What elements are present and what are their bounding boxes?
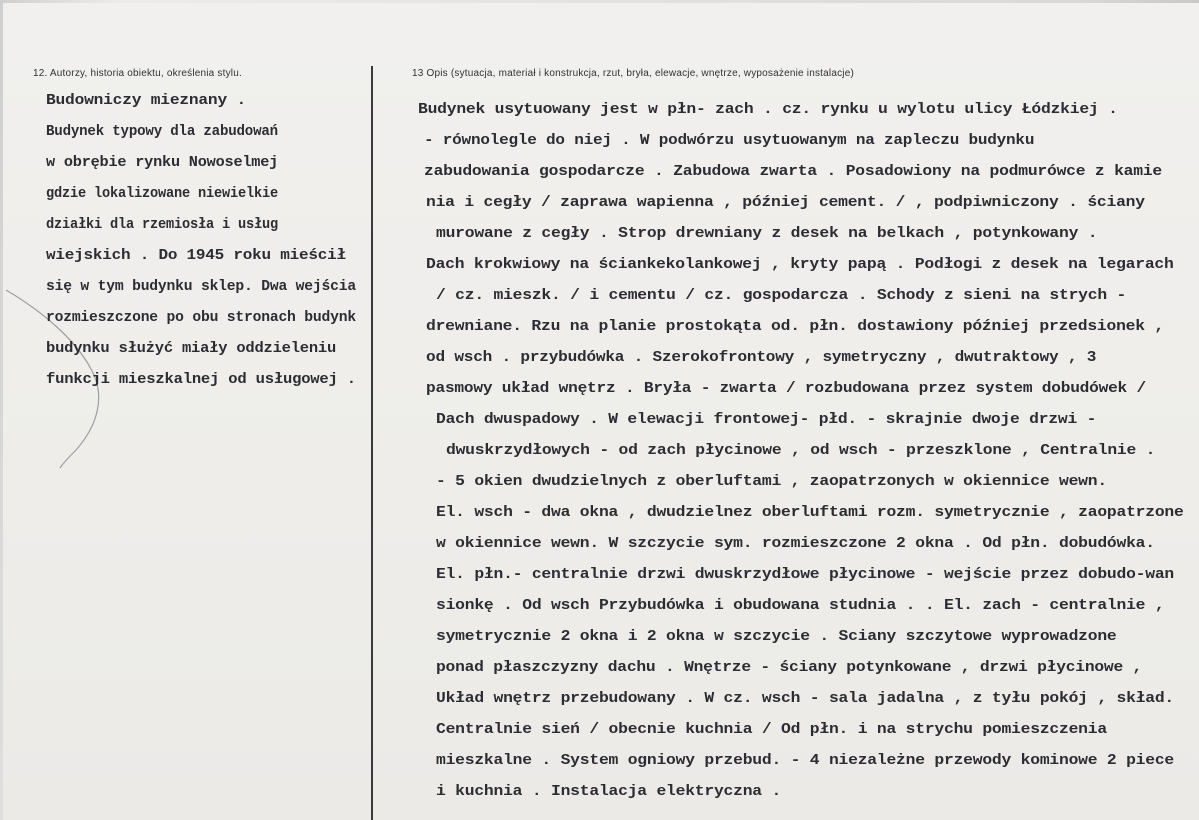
right-text-line: Dach krokwiowy na ściankekolankowej , kryty papą . Podłogi z desek na legarach: [426, 257, 1174, 273]
right-text-line: sionkę . Od wsch Przybudówka i obudowana studnia . . El. zach - centralnie ,: [436, 598, 1165, 614]
left-text-line: się w tym budynku sklep. Dwa wejścia: [46, 279, 356, 295]
right-text-line: nia i cegły / zaprawa wapienna , później cement. / , podpiwniczony . ściany: [426, 195, 1145, 211]
left-text-line: rozmieszczone po obu stronach budynk: [46, 310, 356, 326]
paper-top-edge: [0, 0, 1199, 3]
right-text-line: w okiennice wewn. W szczycie sym. rozmieszczone 2 okna . Od płn. dobudówka.: [436, 536, 1155, 552]
left-text-line: Budynek typowy dla zabudowań: [46, 124, 278, 140]
right-text-line: - 5 okien dwudzielnych z oberluftami , zaopatrzonych w okiennice wewn.: [436, 474, 1107, 490]
right-text-line: pasmowy układ wnętrz . Bryła - zwarta / rozbudowana przez system dobudówek /: [426, 381, 1146, 397]
left-text-line: wiejskich . Do 1945 roku mieścił: [46, 248, 346, 264]
right-text-line: El. płn.- centralnie drzwi dwuskrzydłowe płycinowe - wejście przez dobudo-wan: [436, 567, 1175, 583]
right-text-line: Centralnie sień / obecnie kuchnia / Od płn. i na strychu pomieszczenia: [436, 722, 1107, 738]
right-text-line: Budynek usytuowany jest w płn- zach . cz. rynku u wylotu ulicy Łódzkiej .: [418, 102, 1118, 118]
left-text-line: działki dla rzemiosła i usług: [46, 217, 279, 233]
left-column-header: 12. Autorzy, historia obiektu, określenia stylu.: [33, 68, 242, 79]
right-text-line: El. wsch - dwa okna , dwudzielnez oberluftami rozm. symetrycznie , zaopatrzone: [436, 505, 1184, 521]
left-text-line: w obrębie rynku Nowoselmej: [46, 155, 279, 171]
left-text-line: Budowniczy mieznany .: [46, 93, 247, 109]
right-text-line: murowane z cegły . Strop drewniany z desek na belkach , potynkowany .: [436, 226, 1098, 242]
left-text-line: gdzie lokalizowane niewielkie: [46, 186, 279, 202]
right-text-line: Układ wnętrz przebudowany . W cz. wsch - sala jadalna , z tyłu pokój , skład.: [436, 691, 1175, 707]
left-text-line: budynku służyć miały oddzieleniu: [46, 341, 337, 357]
right-text-line: - równolegle do niej . W podwórzu usytuowanym na zapleczu budynku: [424, 133, 1035, 149]
pencil-curve-mark: [0, 0, 120, 470]
right-text-line: dwuskrzydłowych - od zach płycinowe , od wsch - przeszklone , Centralnie .: [446, 443, 1156, 459]
column-divider: [371, 66, 373, 820]
right-column-header: 13 Opis (sytuacja, materiał i konstrukcja, rzut, bryła, elewacje, wnętrze, wyposażenie instalacje): [412, 68, 854, 79]
right-text-line: mieszkalne . System ogniowy przebud. - 4 niezależne przewody kominowe 2 piece: [436, 753, 1175, 769]
right-text-line: symetrycznie 2 okna i 2 okna w szczycie . Sciany szczytowe wyprowadzone: [436, 629, 1117, 645]
left-text-line: funkcji mieszkalnej od usługowej .: [46, 372, 356, 388]
right-text-line: od wsch . przybudówka . Szerokofrontowy , symetryczny , dwutraktowy , 3: [426, 350, 1097, 366]
right-text-line: ponad płaszczyzny dachu . Wnętrze - ściany potynkowane , drzwi płycinowe ,: [436, 660, 1143, 676]
right-text-line: / cz. mieszk. / i cementu / cz. gospodarcza . Schody z sieni na strych -: [436, 288, 1127, 304]
right-text-line: Dach dwuspadowy . W elewacji frontowej- płd. - skrajnie dwoje drzwi -: [436, 412, 1097, 428]
right-text-line: zabudowania gospodarcze . Zabudowa zwarta . Posadowiony na podmurówce z kamie: [424, 164, 1163, 180]
right-text-line: drewniane. Rzu na planie prostokąta od. płn. dostawiony później przedsionek ,: [426, 319, 1165, 335]
right-text-line: i kuchnia . Instalacja elektryczna .: [436, 784, 782, 800]
